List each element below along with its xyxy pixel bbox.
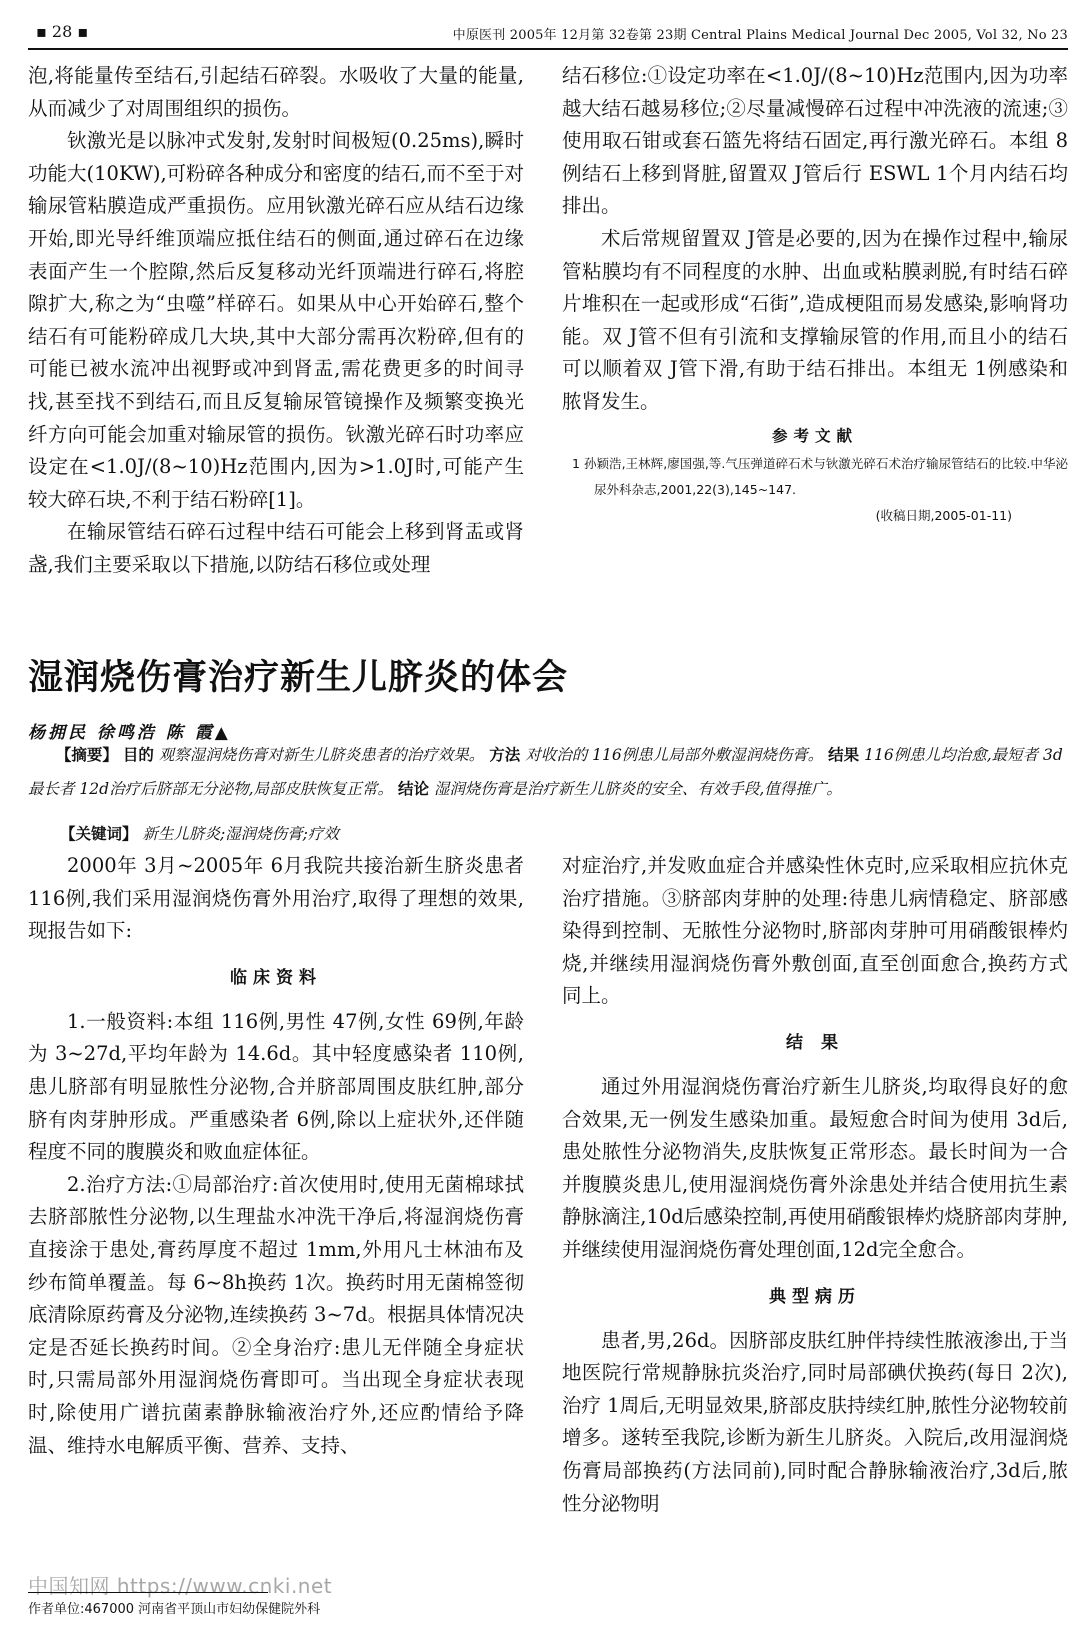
paragraph: 结石移位:①设定功率在<1.0J/(8~10)Hz范围内,因为功率越大结石越易移位;②尽量减慢碎石过程中冲洗液的流速;③使用取石钳或套石篮先将结石固定,再行激光碎石。本组 8例结石上移到肾脏,留置双 J管后行 ESWL 1个月内结石均排出。 <box>562 64 1068 218</box>
paragraph: 泡,将能量传至结石,引起结石碎裂。水吸收了大量的能量,从而减少了对周围组织的损伤。 <box>28 64 524 120</box>
result-label: 结果 <box>828 745 860 764</box>
results-paragraph: 通过外用湿润烧伤膏治疗新生儿脐炎,均取得良好的愈合效果,无一例发生感染加重。最短愈合时间为使用 3d后,患处脓性分泌物消失,皮肤恢复正常形态。最长时间为一合并腹膜炎患儿,使用湿润烧伤膏外涂患处并结合使用抗生素静脉滴注,10d后感染控制,再使用硝酸银棒灼烧脐部肉芽肿,并继续使用湿润烧伤膏处理创面,12d完全愈合。 <box>562 1074 1068 1261</box>
keywords-label: 【关键词】 <box>60 824 138 843</box>
references-title: 参考文献 <box>771 426 858 445</box>
paragraph: 在输尿管结石碎石过程中结石可能会上移到肾盂或肾盏,我们主要采取以下措施,以防结石移位或处理 <box>28 520 524 576</box>
purpose-text: 观察湿润烧伤膏对新生儿脐炎患者的治疗效果。 <box>158 746 485 764</box>
received-date: (收稿日期,2005-01-11) <box>875 507 1012 523</box>
purpose-label: 目的 <box>122 745 154 764</box>
article-authors: 杨拥民 徐鸣浩 陈 霞▲ <box>28 723 231 743</box>
paragraph: 术后常规留置双 J管是必要的,因为在操作过程中,输尿管粘膜均有不同程度的水肿、出血或粘膜剥脱,有时结石碎片堆积在一起或形成“石街”,造成梗阻而易发感染,影响肾功能。双 J管不但有引流和支撑输尿管的作用,而且小的结石可以顺着双 J管下滑,有助于结石排出。本组无 1例感染和脓肾发生。 <box>562 226 1068 413</box>
paragraph: 对症治疗,并发败血症合并感染性休克时,应采取相应抗休克治疗措施。③脐部肉芽肿的处理:待患儿病情稳定、脐部感染得到控制、无脓性分泌物时,脐部肉芽肿可用硝酸银棒灼烧,并继续用湿润烧伤膏外敷创面,直至创面愈合,换药方式同上。 <box>562 854 1068 1008</box>
article-left-column <box>28 850 524 1462</box>
abstract <box>28 738 1068 806</box>
footnote-rule <box>28 1592 268 1593</box>
results-heading: 结 果 <box>786 1032 844 1053</box>
case-heading: 典型病历 <box>769 1286 861 1307</box>
author-affiliation: 作者单位:467000 河南省平顶山市妇幼保健院外科 <box>28 1602 321 1617</box>
references-list <box>562 451 1068 529</box>
conclusion-text: 湿润烧伤膏是治疗新生儿脐炎的安全、有效手段,值得推广。 <box>433 780 842 798</box>
method-label: 方法 <box>489 745 521 764</box>
clinical-heading: 临床资料 <box>230 967 322 988</box>
page-header <box>28 22 1068 46</box>
reference-item: 1 孙颖浩,王林辉,廖国强,等.气压弹道碎石术与钬激光碎石术治疗输尿管结石的比较.中华泌尿外科杂志,2001,22(3),145~147. <box>572 455 1068 497</box>
keywords-text: 新生儿脐炎;湿润烧伤膏;疗效 <box>142 825 339 843</box>
paragraph: 1.一般资料:本组 116例,男性 47例,女性 69例,年龄为 3~27d,平均年龄为 14.6d。其中轻度感染者 110例,患儿脐部有明显脓性分泌物,合并脐部周围皮肤红肿,部分脐有肉芽肿形成。严重感染者 6例,除以上症状外,还伴随程度不同的腹膜炎和败血症体征。 <box>28 1009 524 1164</box>
intro-paragraph: 2000年 3月~2005年 6月我院共接治新生脐炎患者 116例,我们采用湿润烧伤膏外用治疗,取得了理想的效果,现报告如下: <box>28 854 524 943</box>
running-head: 中原医刊 2005年 12月第 32卷第 23期 Central Plains Medical Journal Dec 2005, Vol 32, No 23 <box>452 28 1068 43</box>
header-rule <box>28 48 1068 50</box>
page-number: ▪ 28 ▪ <box>36 22 89 41</box>
conclusion-label: 结论 <box>397 779 429 798</box>
method-text: 对收治的 116例患儿局部外敷湿润烧伤膏。 <box>525 746 824 764</box>
abstract-label: 【摘要】 <box>55 745 118 764</box>
result-text: 116例患儿均治愈,最短者 3d最长者 12d治疗后脐部无分泌物,局部皮肤恢复正常。 <box>28 746 1063 798</box>
article-right-column <box>562 850 1068 1520</box>
keywords <box>60 822 339 844</box>
prev-article-left-column <box>28 60 524 582</box>
cnki-watermark: 中国知网 https://www.cnki.net <box>28 1574 333 1598</box>
paragraph: 钬激光是以脉冲式发射,发射时间极短(0.25ms),瞬时功能大(10KW),可粉碎各种成分和密度的结石,而不至于对输尿管粘膜造成严重损伤。应用钬激光碎石应从结石边缘开始,即光导纤维顶端应抵住结石的侧面,通过碎石在边缘表面产生一个腔隙,然后反复移动光纤顶端进行碎石,将腔隙扩大,称之为“虫噬”样碎石。如果从中心开始碎石,整个结石有可能粉碎成几大块,其中大部分需再次粉碎,但有的可能已被水流冲出视野或冲到肾盂,需花费更多的时间寻找,甚至找不到结石,而且反复输尿管镜操作及频繁变换光纤方向可能会加重对输尿管的损伤。钬激光碎石时功率应设定在<1.0J/(8~10)Hz范围内,因为>1.0J时,可能产生较大碎石块,不利于结石粉碎[1]。 <box>28 129 524 511</box>
article-title: 湿润烧伤膏治疗新生儿脐炎的体会 <box>28 658 569 698</box>
paragraph: 2.治疗方法:①局部治疗:首次使用时,使用无菌棉球拭去脐部脓性分泌物,以生理盐水冲洗干净后,将湿润烧伤膏直接涂于患处,膏药厚度不超过 1mm,外用凡士林油布及纱布简单覆盖。每 6~8h换药 1次。换药时用无菌棉签彻底清除原药膏及分泌物,连续换药 3~7d。根据具体情况决定是否延长换药时间。②全身治疗:患儿无伴随全身症状时,只需局部外用湿润烧伤膏即可。当出现全身症状表现时,除使用广谱抗菌素静脉输液治疗外,还应酌情给予降温、维持水电解质平衡、营养、支持、 <box>28 1172 524 1457</box>
case-paragraph: 患者,男,26d。因脐部皮肤红肿伴持续性脓液渗出,于当地医院行常规静脉抗炎治疗,同时局部碘伏换药(每日 2次),治疗 1周后,无明显效果,脐部皮肤持续红肿,脓性分泌物较前增多。遂转至我院,诊断为新生儿脐炎。入院后,改用湿润烧伤膏局部换药(方法同前),同时配合静脉输液治疗,3d后,脓性分泌物明 <box>562 1328 1068 1515</box>
prev-article-right-column <box>562 60 1068 529</box>
